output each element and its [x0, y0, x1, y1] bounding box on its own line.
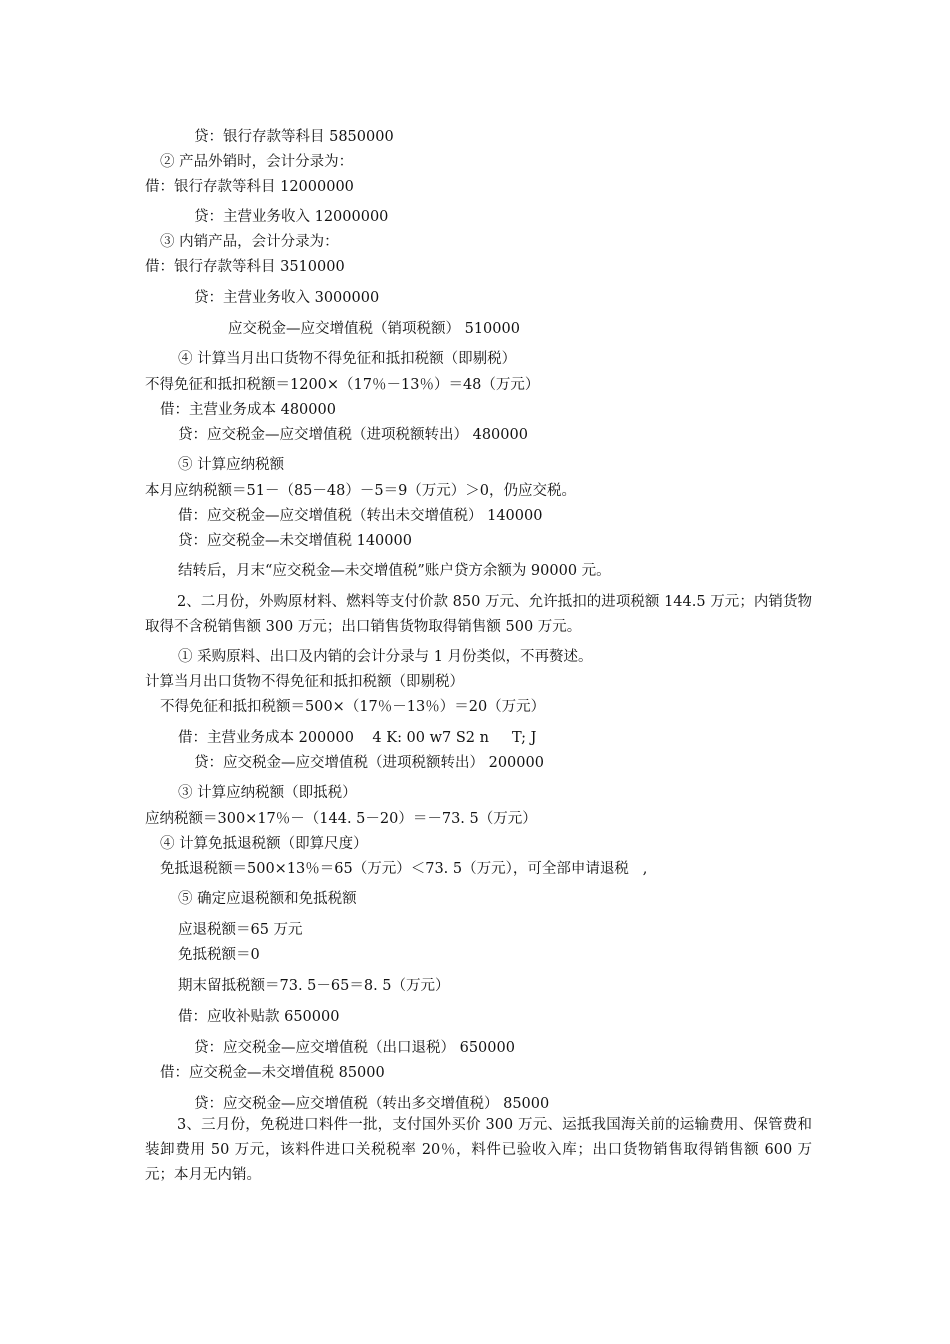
debit-cost-line: 借：主营业务成本 200000 4 K: 00 w7 S2 n T; J [178, 730, 537, 746]
credit-vat-line: 贷：应交税金—应交增值税（进项税额转出） 200000 [194, 755, 544, 771]
debit-subsidy-line: 借：应收补贴款 650000 [178, 1009, 340, 1025]
formula-line: 本月应纳税额＝51－（85－48）－5＝9（万元）＞0，仍应交税。 [145, 483, 577, 499]
step-3-heading: ③ 内销产品，会计分录为： [160, 234, 339, 250]
february-paragraph: 2、二月份，外购原材料、燃料等支付价款 850 万元、允许抵扣的进项税额 144.5 万元；内销货物取得不含税销售额 300 万元；出口销售货物取得销售额 500 万元。 [145, 594, 812, 635]
credit-bank-deposit-line: 贷：银行存款等科目 5850000 [194, 129, 394, 145]
formula-line: 应纳税额＝300×17％－（144. 5－20）＝－73. 5（万元） [145, 811, 537, 827]
debit-cost-line: 借：主营业务成本 480000 [160, 402, 336, 418]
refund-line: 应退税额＝65 万元 [178, 922, 303, 938]
debit-bank-deposit-line: 借：银行存款等科目 12000000 [145, 179, 354, 195]
formula-line: 期末留抵税额＝73. 5－65＝8. 5（万元） [178, 978, 450, 994]
formula-line: 不得免征和抵扣税额＝500×（17％－13％）＝20（万元） [160, 699, 546, 715]
debit-vat-line: 借：应交税金—应交增值税（转出未交增值税） 140000 [178, 508, 543, 524]
credit-vat-line: 贷：应交税金—未交增值税 140000 [178, 533, 412, 549]
step-4-heading: ④ 计算免抵退税额（即算尺度） [160, 836, 368, 852]
step-3-heading: ③ 计算应纳税额（即抵税） [178, 785, 357, 801]
credit-vat-line: 贷：应交税金—应交增值税（出口退税） 650000 [194, 1040, 515, 1056]
formula-line: 不得免征和抵扣税额＝1200×（17％－13％）＝48（万元） [145, 377, 540, 393]
debit-vat-line: 借：应交税金—未交增值税 85000 [160, 1065, 385, 1081]
step-5-heading: ⑤ 计算应纳税额 [178, 457, 285, 473]
credit-vat-line: 贷：应交税金—应交增值税（进项税额转出） 480000 [178, 427, 528, 443]
step-2-heading: ② 产品外销时，会计分录为： [160, 154, 354, 170]
output-vat-line: 应交税金—应交增值税（销项税额） 510000 [228, 321, 520, 337]
credit-main-revenue-line: 贷：主营业务收入 3000000 [194, 290, 380, 306]
step-4-heading: ④ 计算当月出口货物不得免征和抵扣税额（即剔税） [178, 351, 517, 367]
section-heading: 计算当月出口货物不得免征和抵扣税额（即剔税） [145, 674, 464, 690]
credit-main-revenue-line: 贷：主营业务收入 12000000 [194, 209, 389, 225]
step-5-heading: ⑤ 确定应退税额和免抵税额 [178, 891, 357, 907]
credit-vat-line: 贷：应交税金—应交增值税（转出多交增值税） 85000 [194, 1096, 550, 1112]
march-paragraph: 3、三月份，免税进口料件一批，支付国外买价 300 万元、运抵我国海关前的运输费用、保管费和装卸费用 50 万元，该料件进口关税税率 20％，料件已验收入库；出口货物销售取得销售额 600 万元；本月无内销。 [145, 1117, 812, 1183]
formula-line: 免抵退税额＝500×13％＝65（万元）＜73. 5（万元），可全部申请退税 , [160, 861, 648, 877]
summary-line: 结转后，月末“应交税金—未交增值税”账户贷方余额为 90000 元。 [178, 563, 611, 579]
debit-bank-deposit-line: 借：银行存款等科目 3510000 [145, 259, 345, 275]
step-1-heading: ① 采购原料、出口及内销的会计分录与 1 月份类似，不再赘述。 [178, 649, 593, 665]
exempt-line: 免抵税额＝0 [178, 947, 260, 963]
